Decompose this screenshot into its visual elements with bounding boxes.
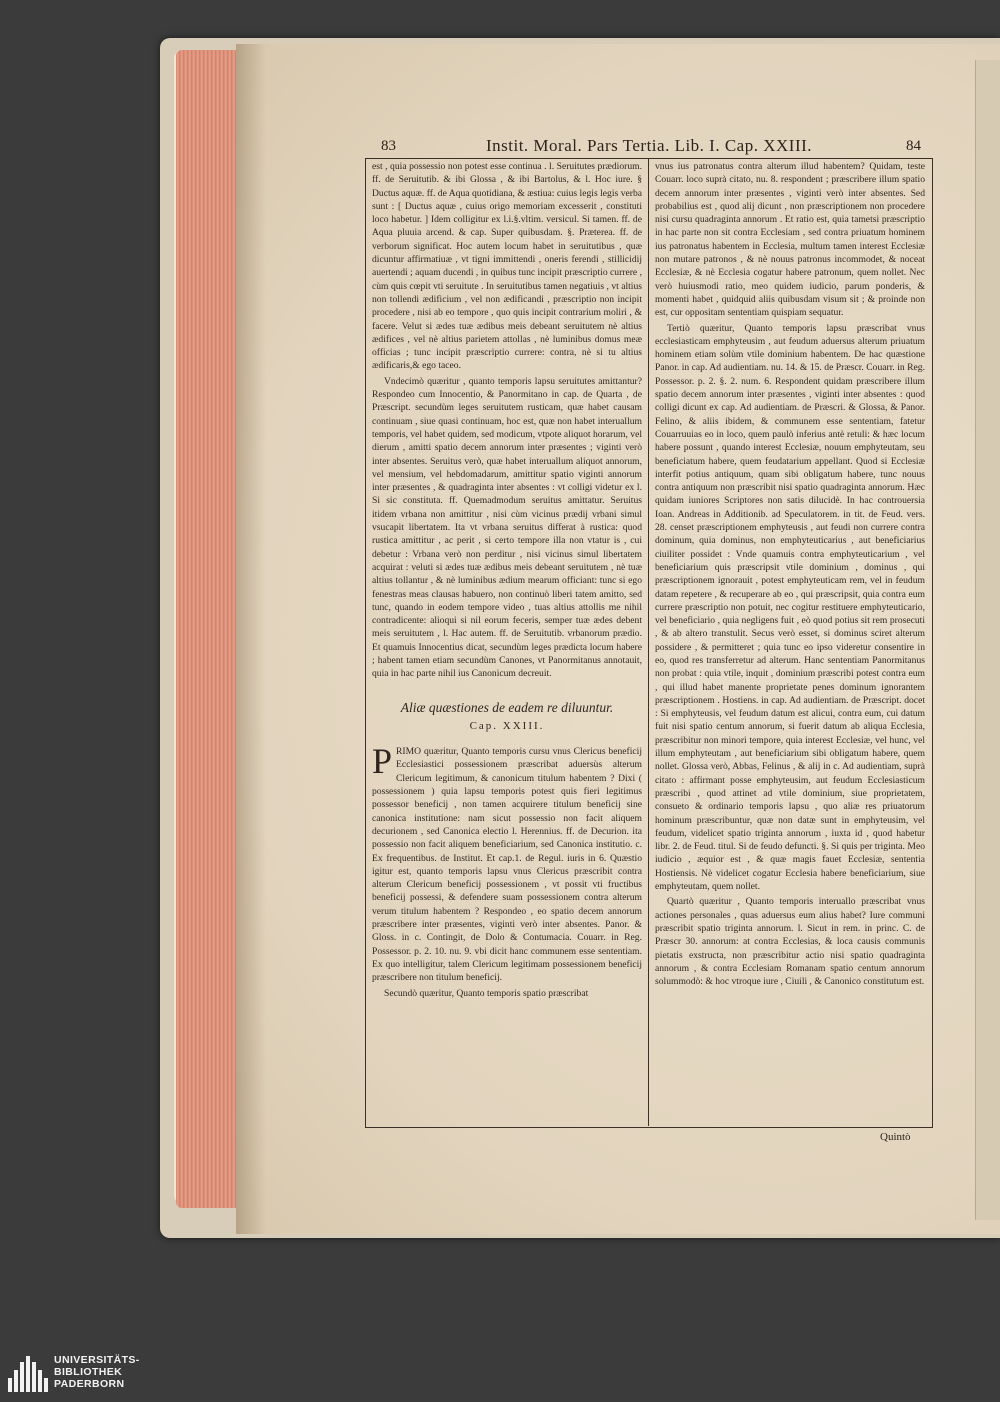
paragraph-text: RIMO quæritur, Quanto temporis cursu vnus Clericus beneficij Ecclesiastici possessionem præscribat aduersùs alterum Clericum legitimum, & canonicum titulum habentem ? Dixi ( possessionem ) quia lapsu temporis potest quis fieri legitimus possessor beneficij , non tamen acquirere titulum beneficij sine canonica institutione: nam sicut possessio non facit aliquem decurionem , sed Canonica electio l. Herennius. ff. de Decurion. ita possessio non facit aliquem beneficiarium, sed Canonica institutio. c. Ex frequentibus. de Institut. Et cap.1. de Regul. iuris in 6. Quæstio igitur est, quanto temporis lapsu vnus Clericus præscribit contra alterum Clericum beneficij possessionem , vt possit vti fructibus beneficij possessi, & defendere suam possessionem contra alterum verum titulum habentem ? Respondeo , eo spatio decem annorum præscribere inter præsentes, viginti verò inter absentes. Panor. & Gloss. in c. Contingit, de Dolo & Contumacia. Couarr. in Reg. Possessor. p. 2. 10. nu. 9. vbi dicit hanc communem esse sententiam. Ex quo intelligitur, talem Clericum legitimam possessionem beneficij præscribere non titulum beneficij. <box>372 746 642 984</box>
paragraph: Vndecimò quæritur , quanto temporis lapsu seruitutes amittantur? Respondeo cum Innocentio, & Panormitano in cap. de Quarta , de Præscript. secundùm leges seruitutem rusticam, quæ habet causam continuam , siue quasi continuam, hoc est, quæ non habet interuallum temporis, vel habet quidem, sed modicum, vtpote aliquot horarum, vel dierum , amitti spatio decem annorum inter præsentes ; viginti verò inter absentes. Seruitus verò, quæ habet interuallum aliquot annorum, vel mensium, vel hebdomadarum, amittitur spatio viginti annorum inter præsentes , & quadraginta inter absentes : vt colligi videtur ex l. Si sic constituta. ff. Quemadmodum seruitus amittatur. Seruitus itidem vrbana non amittitur , nisi cùm vicinus prædij vrbani simul vsucapit libertatem. Ita vt vrbana seruitus differat à rustica: quod rustica amittitur , ac perit , si certo tempore illa non vtatur is , cui debetur : Vrbana verò non perditur , nisi vicinus simul libertatem acquirat : veluti si ædes tuæ ædibus meis debeant seruitutem , nè tuæ altius tollantur , & nè luminibus ædium mearum officiant: tunc si ego fenestras meas clausas habuero, non continuò liberi tatem amitto, sed tunc, quando in eodem tempore video , tuas altius attollis me nihil contradicente: alioqui si nil eorum feceris, semper tuæ ædes debent meis seruitutem , l. Hac autem. ff. de Seruitutib. vrbanorum prædio. Et quamuis Innocentius dicat, secundùm leges prædicta locum habere ; habent tamen etiam secundùm Canones, vt Panormitanus annotauit, quia in hac parte nihil ius Canonicum decreuit. <box>372 375 642 680</box>
right-column <box>655 160 925 1124</box>
library-logo-icon <box>8 1356 48 1392</box>
library-logo-text <box>54 1354 140 1390</box>
running-title: Instit. Moral. Pars Tertia. Lib. I. Cap. XXIII. <box>485 136 813 155</box>
chapter-heading: Cap. XXIII. <box>469 719 545 732</box>
paragraph: vnus ius patronatus contra alterum illud habentem? Quidam, teste Couarr. loco suprà citato, nu. 8. respondent ; præscribere illum spatio decem annorum inter præsentes , viginti verò inter absentes. Sed probabilius est , quod alij dicunt , non præscriptionem non procedere nisi cursu quadraginta annorum . Et ratio est, quia tametsi præscriptio in hac parte non sit contra Ecclesiam , sed contra priuatum hominem ius patronatus habentem in Ecclesia, multum tamen interest Ecclesiæ non mutare patronos , & nè nouus patronus incommodet, & noceat Ecclesiæ, & nè Ecclesia cogatur habere patronum, quem nollet. Nec verò huiusmodi ratio, meo quidem iudicio, parum ponderis, & momenti habet , quidquid aliis quibusdam visum sit ; & proinde non est, cur oppositam sententiam quispiam sequatur. <box>655 161 925 319</box>
library-logo <box>4 1350 154 1398</box>
paragraph: Secundò quæritur, Quanto temporis spatio præscribat <box>384 987 589 999</box>
running-header <box>365 136 933 158</box>
facing-page-edge <box>975 60 1000 1220</box>
drop-cap: P <box>372 741 393 782</box>
left-column <box>372 160 642 1124</box>
page-number-right: 84 <box>906 138 921 154</box>
page-number-left: 83 <box>381 138 396 154</box>
paragraph: Quartò quæritur , Quanto temporis interuallo præscribat vnus actiones personales , quas aduersus eum alius habet? Iure communi præscribit spatio triginta annorum. l. Sicut in rem. in princ. C. de Præscr 30. annorum: at contra Ecclesias, & loca causis communis pietatis exstructa, non præscribitur actio nisi spatio quadraginta annorum , & contra Ecclesiam Romanam spatio centum annorum solummodò: & hoc vtroque iure , Ciuili , & Canonico constitutum est. <box>655 896 925 988</box>
logo-line: BIBLIOTHEK <box>54 1366 123 1378</box>
red-page-edges <box>176 50 240 1208</box>
logo-line: PADERBORN <box>54 1378 125 1390</box>
logo-line: UNIVERSITÄTS- <box>54 1354 140 1366</box>
catchword: Quintò <box>880 1131 911 1143</box>
column-divider <box>648 158 649 1126</box>
paragraph: Tertiò quæritur, Quanto temporis lapsu præscribat vnus ecclesiasticam emphyteusim , aut feudum aduersus alterum priuatum hominem etiam solùm vtile dominium habentem. De hac quæstione Panor. in cap. Ad audientiam. nu. 14. & 15. de Præscr. Couarr. in Reg. Possessor. p. 2. §. 2. num. 6. Respondent quidam præscribere illum spatio decem annorum inter præsentes , viginti inter absentes : quod colligi dicunt ex cap. Ad audientiam. de Præscri. & Glossa, & Panor. Felino, & aliis ibidem, & communem esse sententiam, fatetur Couarruuias eo in loco, quem paulò inferius antè retuli: & hæc locum habere possunt , quando interest Ecclesiæ, nouum emphyteutam, seu beneficiatum habere, quem feudatarium appellant. Quod si Ecclesiæ interfit potius antiquum, quam sibi obligatum habere, tunc nouus contra antiquum non præscribit nisi spatio quadraginta annorum. Hæc quidam iuniores Scriptores non satis dilucidè. In hac controuersia Ioan. Andreas in Additionib. ad Speculatorem. in tit. de Feud. vers. 28. censet præscriptionem emphyteusis , aut feudi non currere contra dominum, quia dominus, non emphyteuticarius , aut beneficiarius ciuiliter possidet : Vnde quamuis contra emphyteuticarium , vel beneficiarium quis præscripsit vtile dominium , dominus , qui præscriptionem ignorauit , potest emphyteuticam rem, vel in feudum datam repetere , & recuperare ab eo , qui præscripsit, quia contra eum currere præscriptio non potuit, nec cogitur restituere emphyteuticario, vel beneficiario , quia negligens fuit , eò quod potius sit rem prosecuti , & ab altero transtulit. Secus verò esset, si dominus sciret alterum possidere , & permitteret ; quia tunc eo ipso videretur consentire in eo, quod res transferretur ad alterum. Hanc sententiam Panormitanus non probat : quia vtile, inquit , dominium præscribi potest contra eum , qui illud habet manente proprietate penes dominum ignorantem præscriptionem . Hostiens. in cap. Ad audientiam. de Præscript. docet : Si emphyteusis, vel feudum datum est alicui, contra eum, cui datum fuit nisi spatio centum annorum, si fuerit datum ab aliqua Ecclesia, præscribitur non minori tempore, quia interest Ecclesiæ, vel hunc, vel illum emphyteutam , aut beneficiarium sibi obligatum habere, quem nollet. Glossa verò, Abbas, Felinus , & alij in c. Ad audientiam, suprà citato : affirmant posse emphyteusim, aut feudum Ecclesiasticum præscribi , quod attinet ad vtile dominium, siue proprietatem, consueto & ordinario temporis lapsu , quo aliæ res priuatorum hominum præscribuntur, quæ non datæ sunt in emphyteusim, vel feudum, videlicet spatio triginta annorum , iuxta id , quod habetur libr. 2. de Feud. titul. Si de feudo defuncti. §. Si quis per triginta. Meo iudicio , æquior est , & quæ magis fauet Ecclesiæ, sententia Hostiensis. Nè videlicet cogatur Ecclesia habere beneficiarium, siue emphyteutam, quem nollet. <box>655 322 925 893</box>
section-subheading: Aliæ quæstiones de eadem re diluuntur. <box>400 699 614 715</box>
paragraph: est , quia possessio non potest esse continua . l. Seruitutes prædiorum. ff. de Seruitutib. & ibi Glossa , & ibi Bartolus, & l. Hoc iure. § Ductus aquæ. ff. de Aqua quotidiana, & æstiua: cuius legis legis verba sunt : [ Ductus aquæ , cuius origo memoriam excesserit , constituti loco habetur. ] Idem colligitur ex l.i.§.vltim. versicul. Si tamen. ff. de Aqua pluuia arcend. & cap. Super quibusdam. §. Præterea. ff. de verborum significat. Hoc autem locum habet in seruitutibus , quæ dicuntur affirmatiuæ , vt tigni immittendi , oneris ferendi , stillicidij auertendi ; aquam ducendi , in quibus tunc incipit præscriptio currere , cùm quis cœpit vti seruitute . In seruitutibus tamen negatiuis , vt altius non tollendi ædificium , vel non ædificandi , præscriptio non incipit procedere , nisi ab eo tempore , quo quis incipit contrarium moliri , & facere. Velut si ædes tuæ ædibus meis debeant seruitutem nè altius ædifices , vel nè altius parietem attollas , nè luminibus domus meæ officias ; tunc incipit præscriptio currere: contra, nè si tu altius ædificaris,& ego taceo. <box>372 161 642 372</box>
gutter-shadow <box>236 44 266 1234</box>
paragraph <box>372 741 642 984</box>
